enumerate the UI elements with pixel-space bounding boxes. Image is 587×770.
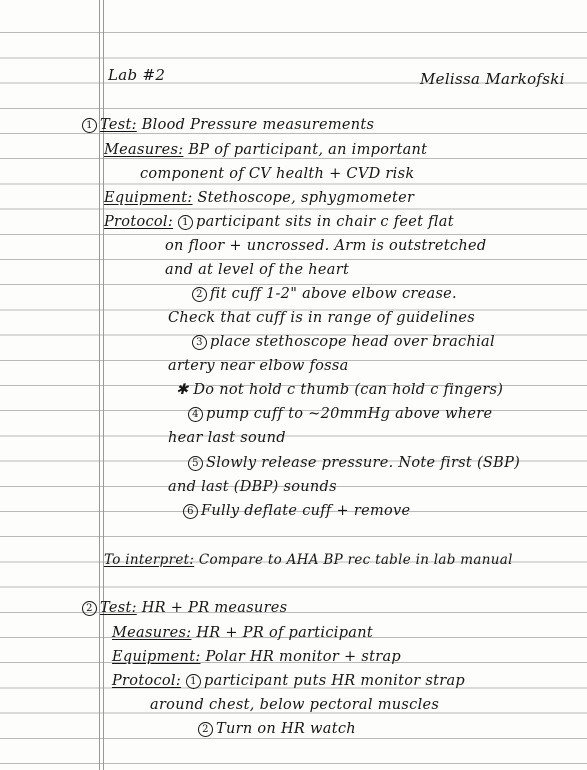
- equipment-value: Polar HR monitor + strap: [205, 649, 401, 665]
- section-2-protocol-line: [112, 673, 465, 689]
- step-line: [198, 721, 356, 737]
- step-text: Fully deflate cuff + remove: [201, 503, 411, 519]
- step-text: fit cuff 1-2" above elbow crease.: [210, 286, 457, 302]
- measures-label: Measures:: [112, 625, 192, 641]
- step-number-badge: 5: [188, 456, 203, 471]
- test-label: Test:: [100, 117, 137, 133]
- step-line: [188, 406, 492, 422]
- measures-value-continued: component of CV health + CVD risk: [140, 166, 415, 182]
- measures-value: BP of participant, an important: [188, 142, 428, 158]
- interpret-line: [104, 552, 513, 568]
- author-name: Melissa Markofski: [420, 70, 565, 88]
- step-note-line: [176, 382, 503, 398]
- test-value: Blood Pressure measurements: [141, 117, 375, 133]
- section-2-test-line: [82, 600, 287, 616]
- section-number-badge: 1: [82, 118, 97, 133]
- interpret-label: To interpret:: [104, 552, 195, 568]
- step-number-badge: 3: [192, 335, 207, 350]
- equipment-value: Stethoscope, sphygmometer: [197, 190, 415, 206]
- section-1-test-line: [82, 117, 374, 133]
- section-1-measures-line: [104, 142, 427, 158]
- margin-line-right: [103, 0, 104, 770]
- step-text: Check that cuff is in range of guidelines: [168, 310, 476, 326]
- protocol-label: Protocol:: [112, 673, 182, 689]
- step-line: [192, 334, 495, 350]
- step-text: on floor + uncrossed. Arm is outstretched: [165, 238, 487, 254]
- step-text: Do not hold c thumb (can hold c fingers): [193, 382, 504, 398]
- section-1-equipment-line: [104, 190, 414, 206]
- test-value: HR + PR measures: [141, 600, 288, 616]
- step-text: and at level of the heart: [165, 262, 350, 278]
- step-number-badge: 1: [178, 215, 193, 230]
- step-line: [192, 286, 457, 302]
- interpret-value: Compare to AHA BP rec table in lab manual: [198, 552, 513, 568]
- asterisk-mark: ✱: [176, 382, 189, 398]
- lab-title: Lab #2: [108, 66, 166, 84]
- step-text: Slowly release pressure. Note first (SBP): [206, 455, 521, 471]
- step-text: around chest, below pectoral muscles: [150, 697, 440, 713]
- test-label: Test:: [100, 600, 137, 616]
- step-text: participant sits in chair c feet flat: [195, 214, 454, 230]
- equipment-label: Equipment:: [104, 190, 193, 206]
- protocol-label: Protocol:: [104, 214, 174, 230]
- measures-value: HR + PR of participant: [196, 625, 374, 641]
- step-number-badge: 1: [186, 674, 201, 689]
- step-number-badge: 2: [198, 722, 213, 737]
- equipment-label: Equipment:: [112, 649, 201, 665]
- step-text: Turn on HR watch: [216, 721, 356, 737]
- step-text: participant puts HR monitor strap: [203, 673, 466, 689]
- step-text: place stethoscope head over brachial: [210, 334, 495, 350]
- step-text: and last (DBP) sounds: [168, 479, 337, 495]
- measures-label: Measures:: [104, 142, 184, 158]
- step-line: [183, 503, 410, 519]
- step-text: artery near elbow fossa: [168, 358, 349, 374]
- margin-line-left: [99, 0, 100, 770]
- step-line: [188, 455, 520, 471]
- step-text: hear last sound: [168, 430, 286, 446]
- section-2-equipment-line: [112, 649, 401, 665]
- step-number-badge: 6: [183, 504, 198, 519]
- section-number-badge: 2: [82, 601, 97, 616]
- step-number-badge: 4: [188, 407, 203, 422]
- section-2-measures-line: [112, 625, 373, 641]
- section-1-protocol-line: [104, 214, 454, 230]
- step-number-badge: 2: [192, 287, 207, 302]
- step-text: pump cuff to ~20mmHg above where: [206, 406, 493, 422]
